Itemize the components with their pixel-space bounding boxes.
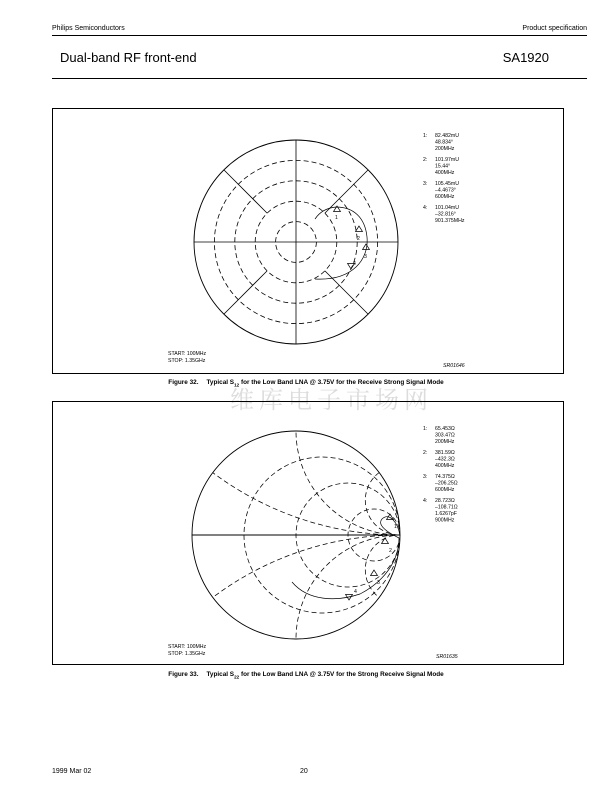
figure-33-chart [53,402,563,664]
figure-32-chart [53,109,563,373]
s12-readout-2-angle: 15.44° [435,163,451,170]
s12-marker-2-id: 2 [357,236,360,242]
s22-readout-2-freq: 400MHz [435,463,455,469]
smith-reactance-arc-pos-0-33 [88,402,563,535]
s22-readout-1-real: 65.453Ω [435,426,455,432]
s12-readout-3-label: 3: [423,181,428,187]
figure-32-caption-sub: 12 [234,382,240,388]
figure-33-frame [52,401,564,665]
s12-marker-4-id: 4 [353,261,356,267]
s22-readout-1-imag: 303.47Ω [435,432,455,439]
s12-marker-3-id: 3 [364,254,367,260]
s22-readout-1-freq: 200MHz [435,439,455,445]
s22-marker-1-id: 1 [394,524,397,530]
s12-readout-4-angle: –32.816° [435,211,456,218]
s12-readout-3-angle: –4.4673° [435,187,456,194]
page-title: Dual-band RF front-end [60,50,197,65]
s12-sweep-start: START: 100MHz [168,351,207,357]
s22-readout-2-imag: –432.3Ω [435,456,455,463]
s22-readout-4-real: 28.723Ω [435,498,455,504]
watermark: 维库电子市场网 [230,386,433,414]
header-company: Philips Semiconductors [52,25,125,32]
s22-readout-4-label: 4: [423,498,428,504]
s12-readout-1-label: 1: [423,133,428,139]
polar-diagonal-se [325,271,368,314]
s12-sweep-stop: STOP: 1.35GHz [168,358,206,364]
figure-33-number: Figure 33. [168,671,199,678]
s12-readout-4-freq: 901.375MHz [435,218,465,224]
figure-32-caption-pre: Typical S [206,379,235,386]
smith-reactance-arc-neg-1 [296,535,504,664]
s12-readout-1-freq: 200MHz [435,146,455,152]
s12-readout-1-mag: 82.482mU [435,133,459,139]
smith-reactance-arc-neg-3 [365,535,434,604]
s22-readout-3-real: 74.375Ω [435,474,455,480]
figure-33-caption-pre: Typical S [206,671,235,678]
figure-33-caption-post: for the Low Band LNA @ 3.75V for the Strong Receive Signal Mode [239,671,444,678]
s22-readout-3-freq: 600MHz [435,487,455,493]
polar-diagonal-sw [224,271,267,314]
s22-readout-4-imag: –108.71Ω [435,504,458,511]
s12-readout-2-label: 2: [423,157,428,163]
s22-readout-2-label: 2: [423,450,428,456]
part-number: SA1920 [502,50,549,65]
figure-32-code: SR01646 [443,363,465,369]
header-doc-type: Product specification [522,25,587,32]
s22-readout-3-label: 3: [423,474,428,480]
figure-33-code: SR01635 [436,654,458,660]
s22-marker-4-id: 4 [354,589,357,595]
s22-readout-1-label: 1: [423,426,428,432]
s22-marker-3 [371,570,378,576]
s12-trace [315,207,367,279]
s12-readout-3-freq: 600MHz [435,194,455,200]
s12-readout-1-angle: 48.834° [435,139,453,146]
s12-marker-3 [363,244,370,250]
header-rule-bottom [52,78,587,79]
smith-reactance-arc-neg-0-33 [88,535,563,664]
figure-32-frame [52,108,564,374]
s12-readout-2-mag: 101.97mU [435,157,459,163]
s22-sweep-start: START: 100MHz [168,644,207,650]
s12-readout-4-mag: 101.04mU [435,205,459,211]
s12-readout-2-freq: 400MHz [435,170,455,176]
s22-trace [292,517,400,599]
s22-sweep-stop: STOP: 1.35GHz [168,651,206,657]
s22-readout-2-real: 381.59Ω [435,450,455,456]
polar-diagonal-ne [325,170,368,213]
s22-readout-4-freq: 900MHz [435,517,455,524]
s22-marker-2-id: 2 [389,548,392,554]
s12-marker-1-id: 1 [335,215,338,221]
s22-readout-4-cap: 1.6267pF [435,511,457,517]
figure-33-caption-sub: 22 [234,674,240,680]
header-rule-top [52,35,587,36]
page-number: 20 [300,768,308,775]
figure-32-caption-post: for the Low Band LNA @ 3.75V for the Receive Strong Signal Mode [239,379,444,386]
s22-marker-3-id: 3 [377,580,380,586]
s12-readout-3-mag: 105.45mU [435,181,459,187]
footer-date: 1999 Mar 02 [52,768,92,775]
s12-readout-4-label: 4: [423,205,428,211]
polar-diagonal-nw [224,170,267,213]
s22-readout-3-imag: –206.25Ω [435,480,458,487]
figure-33-caption [0,671,612,679]
smith-reactance-arc-pos-1 [296,402,504,535]
figure-32-number: Figure 32. [168,379,199,386]
